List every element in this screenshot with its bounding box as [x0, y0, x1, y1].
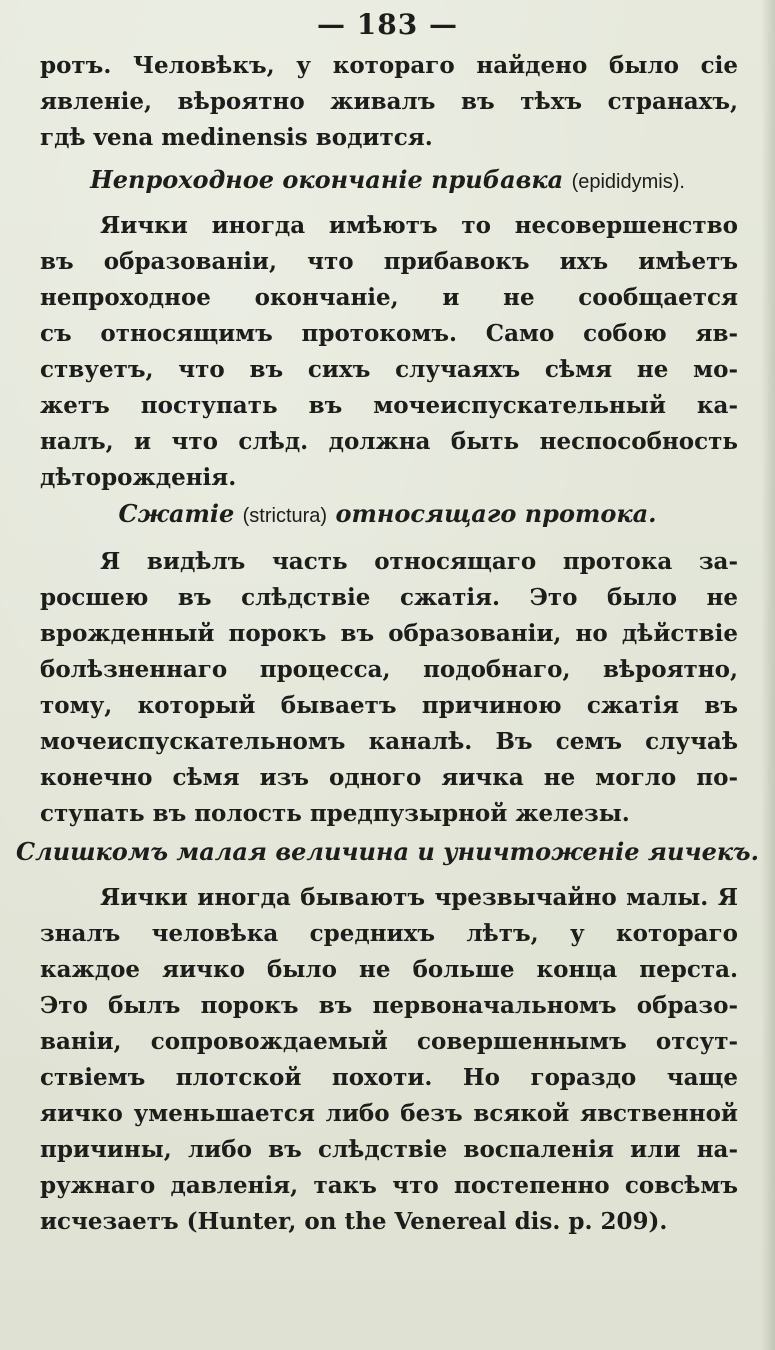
text-line: каждое яичко было не больше конца перста. [40, 956, 738, 983]
text-line: ваніи, сопровождаемый совершеннымъ отсут- [40, 1028, 738, 1055]
text-line: исчезаетъ (Hunter, on the Venereal dis. p. 209). [40, 1208, 668, 1235]
text-line: жетъ поступать въ мочеиспускательный ка- [40, 392, 738, 419]
text-line: болѣзненнаго процесса, подобнаго, вѣроятно, [40, 656, 738, 683]
text-line: ружнаго давленія, такъ что постепенно совсѣмъ [40, 1172, 738, 1199]
text-line: Я видѣлъ часть относящаго протока за- [100, 548, 738, 575]
section-heading-epididymis [0, 162, 775, 200]
text-line: тому, который бываетъ причиною сжатія въ [40, 692, 738, 719]
paragraph-4 [40, 880, 738, 1240]
text-line: ротъ. Человѣкъ, у котораго найдено было сіе [40, 52, 738, 79]
heading-text: Слишкомъ малая величина и уничтоженіе яичекъ. [16, 837, 759, 866]
heading-text: относящаго протока. [335, 499, 657, 528]
section-heading-small-testicles [0, 834, 775, 870]
text-line: конечно сѣмя изъ одного яичка не могло по- [40, 764, 738, 791]
text-line: налъ, и что слѣд. должна быть неспособность [40, 428, 738, 455]
page-number: — 183 — [317, 8, 458, 41]
text-line: непроходное окончаніе, и не сообщается [40, 284, 738, 311]
text-line: съ относящимъ протокомъ. Само собою яв- [40, 320, 738, 347]
text-line: ствуетъ, что въ сихъ случаяхъ сѣмя не мо- [40, 356, 738, 383]
paragraph-1 [40, 48, 738, 156]
text-line: врожденный порокъ въ образованіи, но дѣйствіе [40, 620, 738, 647]
text-line: ступать въ полость предпузырной железы. [40, 800, 630, 827]
heading-text: Непроходное окончаніе прибавка [90, 165, 564, 194]
section-heading-strictura [0, 496, 775, 534]
heading-text: Сжатіе [118, 499, 235, 528]
paragraph-3 [40, 544, 738, 832]
text-line: ствіемъ плотской похоти. Но гораздо чаще [40, 1064, 738, 1091]
text-line: зналъ человѣка среднихъ лѣтъ, у котораго [40, 920, 738, 947]
text-line: дѣторожденія. [40, 464, 237, 491]
text-line: явленіе, вѣроятно живалъ въ тѣхъ странахъ, [40, 88, 738, 115]
text-line: росшею въ слѣдствіе сжатія. Это было не [40, 584, 738, 611]
heading-latin-term: (strictura) [242, 505, 328, 527]
text-line: гдѣ vena medinensis водится. [40, 124, 433, 151]
text-line: Яички иногда бываютъ чрезвычайно малы. Я [100, 884, 738, 911]
heading-latin-term: (epididymis). [571, 171, 685, 193]
text-line: Яички иногда имѣютъ то несовершенство [100, 212, 738, 239]
paragraph-2 [40, 208, 738, 496]
text-line: въ образованіи, что прибавокъ ихъ имѣетъ [40, 248, 738, 275]
text-line: мочеиспускательномъ каналѣ. Въ семъ случаѣ [40, 728, 738, 755]
text-line: яичко уменьшается либо безъ всякой явственной [40, 1100, 738, 1127]
text-line: причины, либо въ слѣдствіе воспаленія или на- [40, 1136, 738, 1163]
text-line: Это былъ порокъ въ первоначальномъ образо- [40, 992, 738, 1019]
